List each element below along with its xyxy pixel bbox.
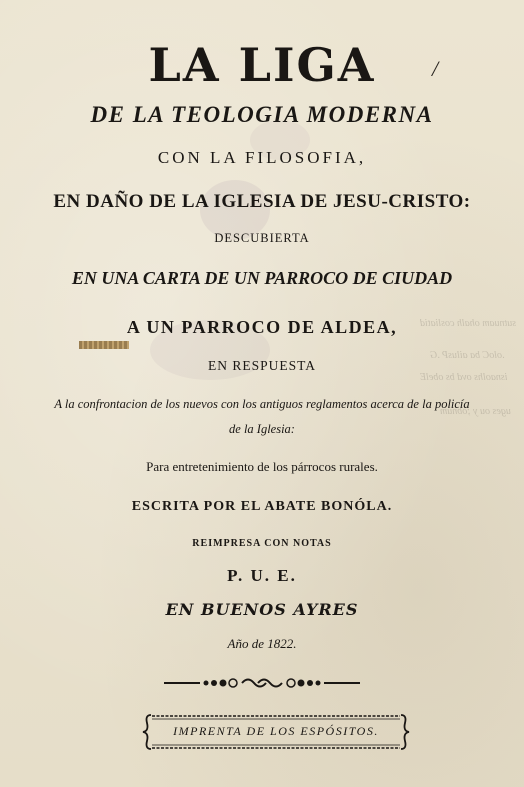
year-line: Año de 1822.: [227, 636, 297, 651]
subtitle-line: CON LA FILOSOFIA,: [157, 148, 367, 167]
author-line: ESCRITA POR EL ABATE BONÓLA.: [131, 499, 393, 514]
subtitle-line: A UN PARROCO DE ALDEA,: [126, 317, 398, 337]
imprint-text: IMPRENTA DE LOS ESPÓSITOS.: [173, 724, 379, 738]
show-through-text: uges ou y ;obnum: [440, 406, 511, 417]
subtitle-line: EN DAÑO DE LA IGLESIA DE JESU-CRISTO:: [53, 191, 471, 212]
imprint-box: [142, 713, 410, 751]
initials-line: P. U. E.: [227, 566, 297, 585]
edition-line: REIMPRESA CON NOTAS: [192, 538, 332, 549]
subtitle-line: EN RESPUESTA: [207, 358, 317, 373]
subtitle: DE LA TEOLOGIA MODERNA: [90, 102, 434, 127]
subtitle-line: de la Iglesia:: [229, 422, 295, 436]
subtitle-line: A la confrontacion de los nuevos con los antiguos reglamentos acerca de la policía: [54, 397, 470, 411]
binding-fragment: [79, 341, 129, 349]
subtitle-line: DESCUBIERTA: [214, 231, 310, 245]
book-title: LA LIGA: [148, 38, 376, 92]
subtitle-line: EN UNA CARTA DE UN PARROCO DE CIUDAD: [71, 268, 453, 288]
show-through-text: isnaolhs ovd bs obelE: [420, 372, 508, 383]
handwritten-mark: /: [432, 56, 439, 81]
show-through-text: .oloC ba ailusP .G: [430, 350, 505, 361]
show-through-text: sutnuam ohalh cosliatid: [420, 318, 517, 329]
purpose-line: Para entretenimiento de los párrocos rurales.: [146, 459, 378, 474]
place-line: EN BUENOS AYRES: [165, 600, 359, 619]
ornament-rule-icon: [162, 676, 362, 690]
